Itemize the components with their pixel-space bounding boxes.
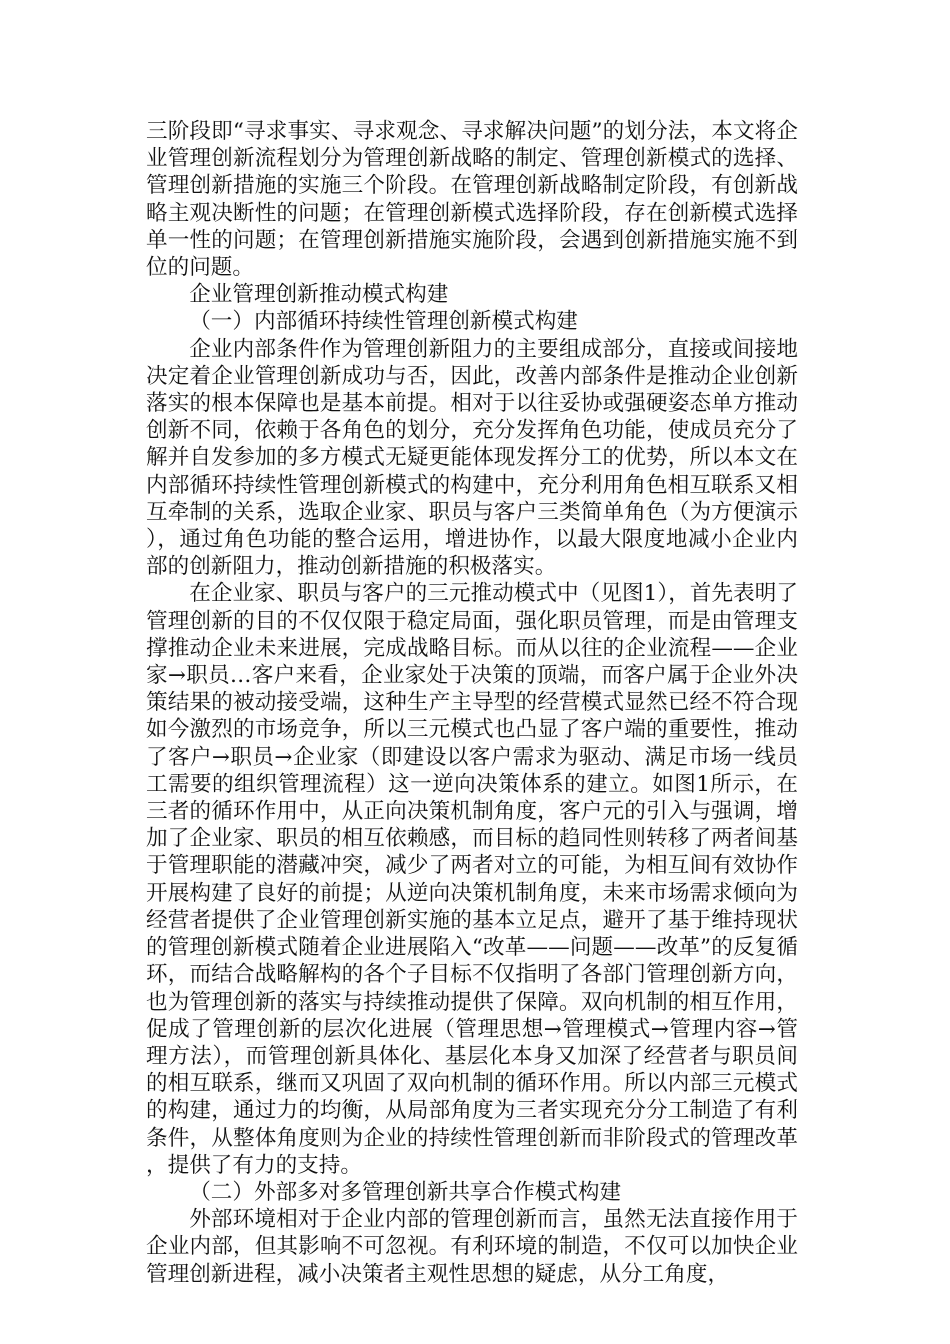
document-body — [146, 118, 798, 1288]
section-heading-model-construction: 企业管理创新推动模式构建 — [189, 282, 449, 308]
paragraph-internal-conditions: 企业内部条件作为管理创新阻力的主要组成部分，直接或间接地决定着企业管理创新成功与否，因此，改善内部条件是推动企业创新落实的根本保障也是基本前提。相对于以往妥协或强硬姿态单方推动创新不同，依赖于各角色的划分，充分发挥角色功能，使成员充分了解并自发参加的多方模式无疑更能体现发挥分工的优势，所以本文在内部循环持续性管理创新模式的构建中，充分利用角色相互联系又相互牵制的关系，选取企业家、职员与客户三类简单角色（为方便演示），通过角色功能的整合运用，增进协作，以最大限度地减小企业内部的创新阻力，推动创新措施的积极落实。 — [146, 336, 798, 580]
subsection-heading-external-model: （二）外部多对多管理创新共享合作模式构建 — [189, 1179, 622, 1205]
paragraph-external-environment: 外部环境相对于企业内部的管理创新而言，虽然无法直接作用于企业内部，但其影响不可忽视。有利环境的制造，不仅可以加快企业管理创新进程，减小决策者主观性思想的疑虑，从分工角度， — [146, 1207, 798, 1287]
subsection-heading-internal-model: （一）内部循环持续性管理创新模式构建 — [189, 309, 578, 335]
paragraph-intro-continued: 三阶段即“寻求事实、寻求观念、寻求解决问题”的划分法，本文将企业管理创新流程划分为管理创新战略的制定、管理创新模式的选择、管理创新措施的实施三个阶段。在管理创新战略制定阶段，有创新战略主观决断性的问题；在管理创新模式选择阶段，存在创新模式选择单一性的问题；在管理创新措施实施阶段，会遇到创新措施实施不到位的问题。 — [146, 119, 798, 281]
paragraph-three-element-model: 在企业家、职员与客户的三元推动模式中（见图1），首先表明了管理创新的目的不仅仅限于稳定局面，强化职员管理，而是由管理支撑推动企业未来进展，完成战略目标。而从以往的企业流程——企业家→职员…客户来看，企业家处于决策的顶端，而客户属于企业外决策结果的被动接受端，这种生产主导型的经营模式显然已经不符合现如今激烈的市场竞争，所以三元模式也凸显了客户端的重要性，推动了客户→职员→企业家（即建设以客户需求为驱动、满足市场一线员工需要的组织管理流程）这一逆向决策体系的建立。如图1所示，在三者的循环作用中，从正向决策机制角度，客户元的引入与强调，增加了企业家、职员的相互依赖感，而目标的趋同性则转移了两者间基于管理职能的潜藏冲突，减少了两者对立的可能，为相互间有效协作开展构建了良好的前提；从逆向决策机制角度，未来市场需求倾向为经营者提供了企业管理创新实施的基本立足点，避开了基于维持现状的管理创新模式随着企业进展陷入“改革——问题——改革”的反复循环，而结合战略解构的各个子目标不仅指明了各部门管理创新方向，也为管理创新的落实与持续推动提供了保障。双向机制的相互作用，促成了管理创新的层次化进展（管理思想→管理模式→管理内容→管理方法），而管理创新具体化、基层化本身又加深了经营者与职员间的相互联系，继而又巩固了双向机制的循环作用。所以内部三元模式的构建，通过力的均衡，从局部角度为三者实现充分分工制造了有利条件，从整体角度则为企业的持续性管理创新而非阶段式的管理改革，提供了有力的支持。 — [146, 581, 798, 1178]
